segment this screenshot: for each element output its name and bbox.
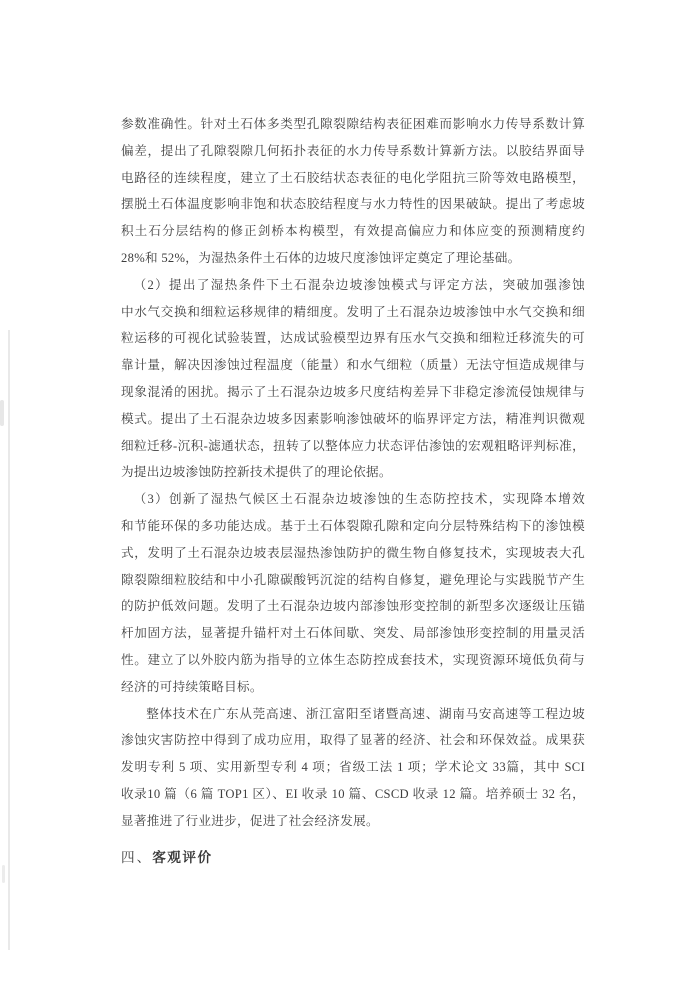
text-line: 渗蚀灾害防控中得到了成功应用，取得了显著的经济、社会和环保效益。成果获 [121, 733, 585, 748]
scan-edge-streak [8, 330, 10, 950]
text-line: 电路径的连续程度，建立了土石胶结状态表征的电化学阻抗三阶等效电路模型， [121, 170, 585, 185]
text-line: 隙裂隙细粒胶结和中小孔隙碳酸钙沉淀的结构自修复，避免理论与实践脱节产生 [121, 572, 585, 587]
text-line: 整体技术在广东从莞高速、浙江富阳至诸暨高速、湖南马安高速等工程边坡 [146, 706, 585, 721]
text-line: 性。建立了以外胶内筋为指导的立体生态防控成套技术，实现资源环境低负荷与 [121, 652, 585, 667]
section-heading [121, 845, 585, 872]
paragraph [121, 486, 585, 700]
text-line: 的防护低效问题。发明了土石混杂边坡内部渗蚀形变控制的新型多次逐级让压锚 [121, 599, 585, 614]
text-line: 积土石分层结构的修正剑桥本构模型，有效提高偏应力和体应变的预测精度约 [121, 224, 585, 239]
paragraph [121, 701, 585, 835]
text-line: 模式。提出了土石混杂边坡多因素影响渗蚀破坏的临界评定方法，精准判识微观 [121, 411, 585, 426]
paragraph [121, 111, 585, 272]
text-line: 杆加固方法，显著提升锚杆对土石体间歇、突发、局部渗蚀形变控制的用量灵活 [121, 626, 585, 641]
text-line: 摆脱土石体温度影响非饱和状态胶结程度与水力特性的因果破缺。提出了考虑坡 [121, 197, 585, 212]
text-line: 参数准确性。针对土石体多类型孔隙裂隙结构表征困难而影响水力传导系数计算 [121, 117, 585, 131]
text-line: 式，发明了土石混杂边坡表层湿热渗蚀防护的微生物自修复技术，实现坡表大孔 [121, 545, 585, 560]
document-body [121, 111, 585, 871]
text-line: 中水气交换和细粒运移规律的精细度。发明了土石混杂边坡渗蚀中水气交换和细 [121, 304, 585, 319]
text-line: （3）创新了湿热气候区土石混杂边坡渗蚀的生态防控技术，实现降本增效 [133, 492, 585, 507]
text-line: 经济的可持续策略目标。 [121, 679, 263, 694]
text-line: 28%和 52%，为湿热条件土石体的边坡尺度渗蚀评定奠定了理论基础。 [121, 250, 521, 265]
section-heading-title: 客观评价 [152, 849, 213, 865]
text-line: 收录10 篇（6 篇 TOP1 区）、EI 收录 10 篇、CSCD 收录 12 篇。培养硕士 32 名， [121, 786, 585, 801]
text-line: 偏差，提出了孔隙裂隙几何拓扑表征的水力传导系数计算新方法。以胶结界面导 [121, 143, 585, 158]
scan-smudge [0, 400, 4, 426]
text-line: 发明专利 5 项、实用新型专利 4 项；省级工法 1 项；学术论文 33篇，其中 SCI [121, 760, 585, 775]
text-line: （2）提出了湿热条件下土石混杂边坡渗蚀模式与评定方法，突破加强渗蚀 [133, 277, 585, 292]
text-line: 粒运移的可视化试验装置，达成试验模型边界有压水气交换和细粒迁移流失的可 [121, 331, 585, 346]
text-line: 显著推进了行业进步，促进了社会经济发展。 [121, 813, 379, 828]
text-line: 细粒迁移-沉积-滤通状态，扭转了以整体应力状态评估渗蚀的宏观粗略评判标准， [121, 438, 585, 453]
section-heading-number: 四、 [121, 849, 153, 865]
text-line: 和节能环保的多功能达成。基于土石体裂隙孔隙和定向分层特殊结构下的渗蚀模 [121, 518, 585, 533]
scan-smudge [2, 865, 5, 883]
text-line: 靠计量，解决因渗蚀过程温度（能量）和水气细粒（质量）无法守恒造成规律与 [121, 358, 585, 373]
text-line: 现象混淆的困扰。揭示了土石混杂边坡多尺度结构差异下非稳定渗流侵蚀规律与 [121, 384, 585, 399]
text-line: 为提出边坡渗蚀防控新技术提供了的理论依据。 [121, 465, 392, 480]
paragraph [121, 272, 585, 486]
